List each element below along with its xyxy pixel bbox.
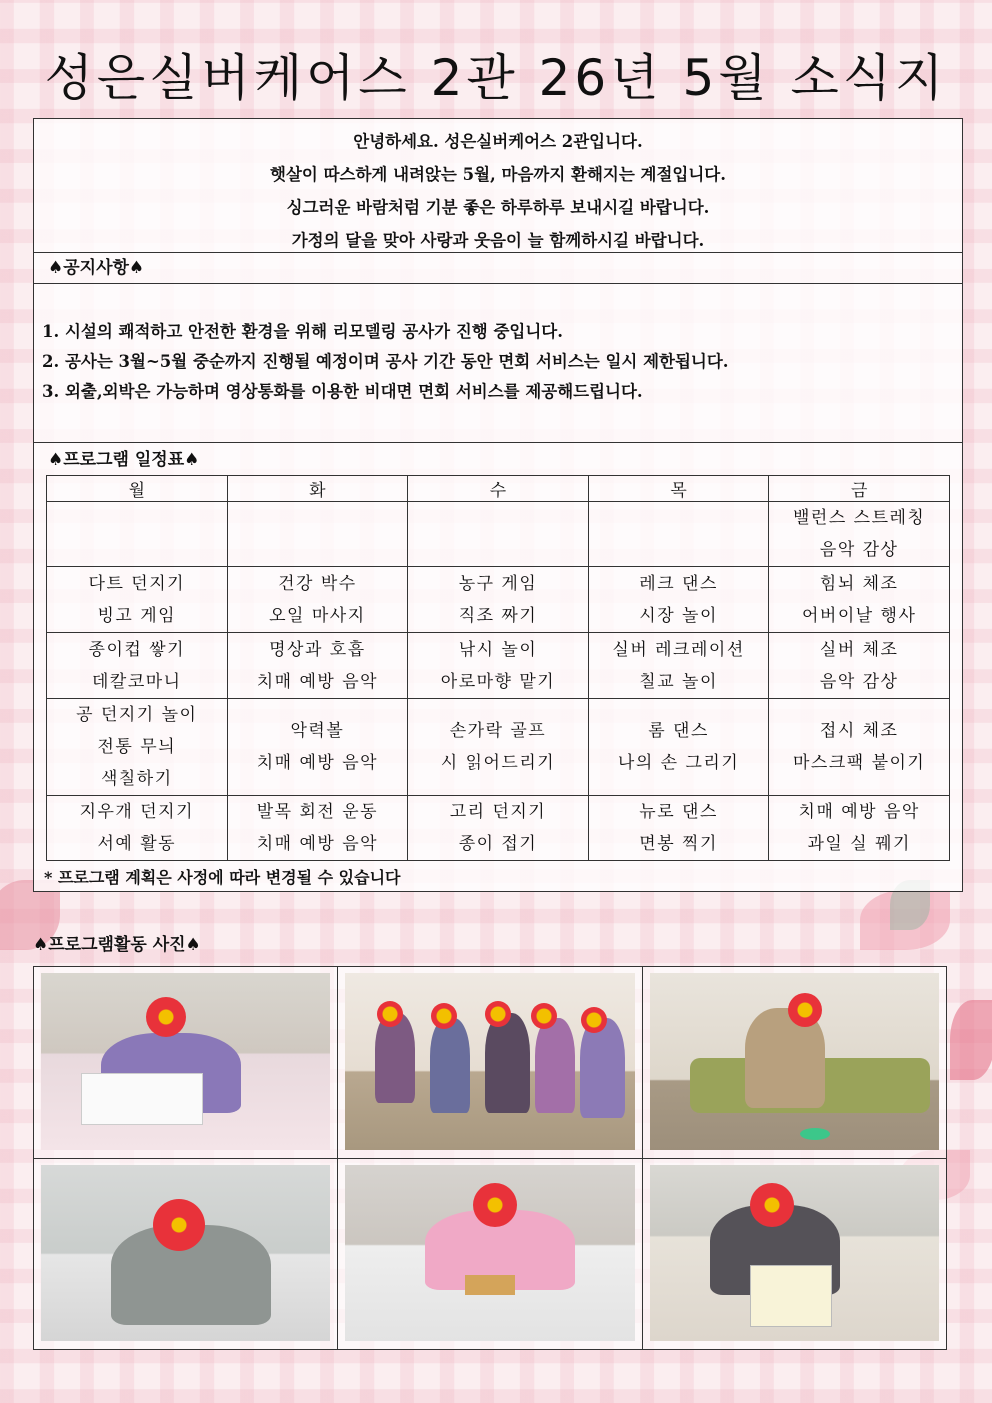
schedule-heading: ♠프로그램 일정표♠ <box>48 450 200 470</box>
schedule-cell <box>47 633 228 699</box>
schedule-cell <box>588 796 769 861</box>
schedule-cell <box>408 567 589 633</box>
schedule-cell <box>227 633 408 699</box>
schedule-cell <box>588 567 769 633</box>
notice-item: 3. 외출,외박은 가능하며 영상통화를 이용한 비대면 면회 서비스를 제공해드립니다. <box>42 382 643 401</box>
program-activity: 종이 접기 <box>458 834 538 854</box>
activity-photo <box>41 1165 330 1342</box>
schedule-cell <box>408 699 589 796</box>
privacy-flower-icon <box>473 1183 517 1227</box>
newsletter-main-box <box>33 118 963 892</box>
schedule-cell <box>47 567 228 633</box>
day-header-fri: 금 <box>769 476 950 502</box>
schedule-cell <box>769 633 950 699</box>
program-activity: 실버 체조 <box>819 639 899 660</box>
program-activity: 치매 예방 음악 <box>256 753 379 773</box>
program-activity: 오일 마사지 <box>269 605 366 626</box>
program-activity: 명상과 호흡 <box>269 639 366 660</box>
program-activity: 데칼코마니 <box>91 671 182 692</box>
program-activity: 공 던지기 놀이 <box>76 705 198 725</box>
program-activity: 음악 감상 <box>819 540 899 560</box>
privacy-flower-icon <box>146 997 186 1037</box>
privacy-flower-icon <box>153 1199 205 1251</box>
day-header-thu: 목 <box>588 476 769 502</box>
program-activity: 다트 던지기 <box>88 573 186 594</box>
program-activity: 레크 댄스 <box>639 573 718 594</box>
schedule-cell <box>408 633 589 699</box>
program-activity: 빙고 게임 <box>97 605 177 626</box>
decor-petal <box>950 1000 992 1080</box>
activity-photo <box>345 973 634 1150</box>
program-activity: 고리 던지기 <box>449 802 547 822</box>
activity-photo-grid <box>33 966 947 1350</box>
activity-photo <box>345 1165 634 1342</box>
wood-blocks <box>465 1275 515 1295</box>
schedule-cell <box>588 633 769 699</box>
program-activity: 악력볼 <box>290 721 345 741</box>
program-activity: 어버이날 행사 <box>801 605 917 626</box>
schedule-row <box>47 502 950 567</box>
notice-list <box>34 284 962 443</box>
program-activity: 치매 예방 음악 <box>256 834 379 854</box>
day-header-mon: 월 <box>47 476 228 502</box>
activity-photo <box>41 973 330 1150</box>
program-activity: 나의 손 그리기 <box>617 753 740 773</box>
schedule-table <box>46 475 950 861</box>
resident-figure <box>430 1018 470 1113</box>
program-activity: 농구 게임 <box>458 573 538 594</box>
greeting-block <box>34 119 962 253</box>
program-activity: 과일 실 꿰기 <box>807 834 911 854</box>
schedule-cell <box>47 699 228 796</box>
schedule-note: * 프로그램 계획은 사정에 따라 변경될 수 있습니다 <box>44 868 401 887</box>
schedule-body <box>47 502 950 861</box>
schedule-cell <box>408 796 589 861</box>
notice-item: 2. 공사는 3월~5월 중순까지 진행될 예정이며 공사 기간 동안 면회 서비스는 일시 제한됩니다. <box>42 352 729 371</box>
photos-heading: ♠프로그램활동 사진♠ <box>33 935 201 955</box>
resident-figure <box>535 1018 575 1113</box>
schedule-cell <box>769 567 950 633</box>
page-title: 성은실버케어스 2관 26년 5월 소식지 <box>44 49 948 107</box>
photo-cell <box>34 1158 338 1350</box>
schedule-header-row <box>47 476 950 502</box>
program-activity: 종이컵 쌓기 <box>88 639 186 660</box>
activity-photo <box>650 973 939 1150</box>
schedule-cell <box>769 699 950 796</box>
activity-photo <box>650 1165 939 1342</box>
schedule-cell <box>227 796 408 861</box>
photo-cell <box>338 1158 642 1350</box>
activity-tray <box>81 1073 203 1125</box>
program-activity: 직조 짜기 <box>458 605 538 626</box>
program-activity: 실버 레크레이션 <box>612 639 745 660</box>
day-header-wed: 수 <box>408 476 589 502</box>
schedule-cell <box>227 567 408 633</box>
privacy-flower-icon <box>788 993 822 1027</box>
schedule-cell <box>588 699 769 796</box>
program-activity: 힘뇌 체조 <box>819 573 899 594</box>
resident-figure <box>375 1013 415 1103</box>
schedule-cell <box>769 796 950 861</box>
program-activity: 치매 예방 음악 <box>256 671 379 692</box>
greeting-line: 안녕하세요. 성은실버케어스 2관입니다. <box>353 132 643 151</box>
program-activity: 색칠하기 <box>100 769 173 789</box>
photo-cell <box>338 967 642 1159</box>
resident-figure <box>485 1013 530 1113</box>
program-activity: 낚시 놀이 <box>458 639 538 660</box>
schedule-cell <box>47 796 228 861</box>
privacy-flower-icon <box>750 1183 794 1227</box>
program-activity: 시 읽어드리기 <box>440 753 556 773</box>
schedule-cell <box>408 502 589 567</box>
notice-item: 1. 시설의 쾌적하고 안전한 환경을 위해 리모델링 공사가 진행 중입니다. <box>42 322 563 341</box>
day-header-tue: 화 <box>227 476 408 502</box>
program-activity: 뉴로 댄스 <box>639 802 718 822</box>
greeting-line: 싱그러운 바람처럼 기분 좋은 하루하루 보내시길 바랍니다. <box>286 198 710 217</box>
program-activity: 접시 체조 <box>819 721 899 741</box>
schedule-row <box>47 699 950 796</box>
schedule-row <box>47 796 950 861</box>
schedule-row <box>47 567 950 633</box>
program-activity: 치매 예방 음악 <box>798 802 920 822</box>
program-activity: 건강 박수 <box>278 573 357 594</box>
photo-cell <box>642 967 946 1159</box>
program-activity: 칠교 놀이 <box>639 671 718 692</box>
program-activity: 음악 감상 <box>819 671 899 692</box>
greeting-line: 햇살이 따스하게 내려앉는 5월, 마음까지 환해지는 계절입니다. <box>270 165 726 184</box>
program-activity: 지우개 던지기 <box>79 802 195 822</box>
program-activity: 손가락 골프 <box>449 721 547 741</box>
schedule-cell <box>227 502 408 567</box>
program-activity: 시장 놀이 <box>639 605 718 626</box>
program-activity: 마스크팩 붙이기 <box>793 753 926 773</box>
program-activity: 아로마향 맡기 <box>440 671 556 692</box>
program-activity: 발목 회전 운동 <box>256 802 379 822</box>
schedule-cell <box>47 502 228 567</box>
green-ring <box>800 1128 830 1140</box>
schedule-row <box>47 633 950 699</box>
program-activity: 면봉 찍기 <box>639 834 718 854</box>
schedule-cell <box>769 502 950 567</box>
program-activity: 전통 무늬 <box>97 737 177 757</box>
schedule-cell <box>227 699 408 796</box>
resident-figure <box>580 1018 625 1118</box>
program-activity: 서예 활동 <box>97 834 177 854</box>
program-activity: 밸런스 스트레칭 <box>793 508 926 528</box>
schedule-cell <box>588 502 769 567</box>
photo-cell <box>34 967 338 1159</box>
program-activity: 롬 댄스 <box>648 721 709 741</box>
notice-heading: ♠공지사항♠ <box>34 253 962 284</box>
greeting-line: 가정의 달을 맞아 사랑과 웃음이 늘 함께하시길 바랍니다. <box>291 231 705 250</box>
coloring-sheet <box>750 1265 832 1327</box>
photo-cell <box>642 1158 946 1350</box>
